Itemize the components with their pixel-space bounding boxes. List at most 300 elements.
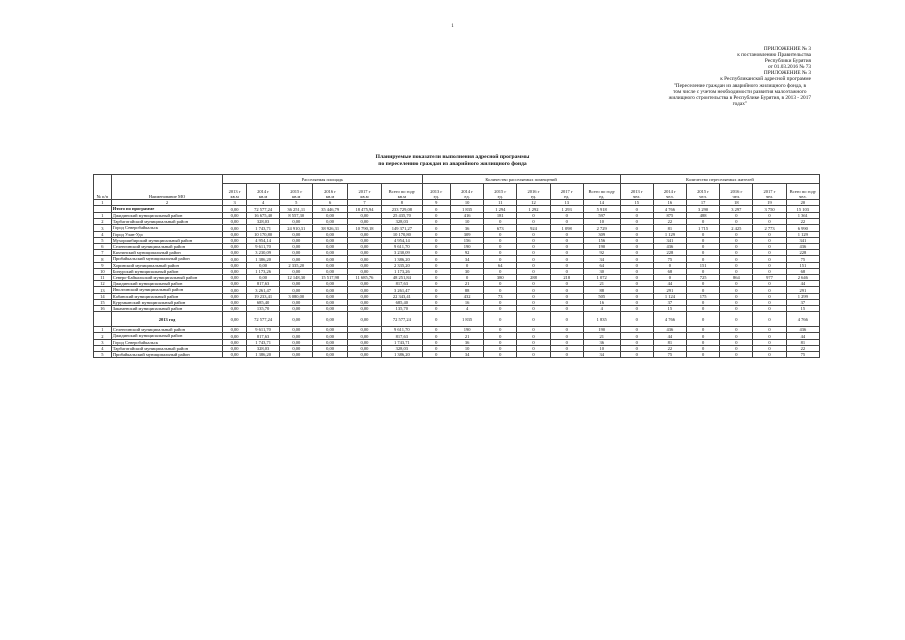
- value-cell: 0,00: [223, 256, 247, 262]
- value-cell: 0,00: [347, 219, 381, 225]
- value-cell: 0: [687, 244, 720, 250]
- value-cell: 0: [753, 244, 786, 250]
- municipality-name-cell: Северо-Байкальский муниципальный район: [111, 275, 222, 281]
- value-cell: 0,00: [223, 287, 247, 293]
- value-cell: 0: [422, 244, 450, 250]
- value-cell: 25 435,70: [382, 213, 422, 219]
- value-cell: 436: [653, 327, 686, 333]
- value-cell: 37: [786, 299, 819, 305]
- value-cell: 341: [653, 237, 686, 243]
- value-cell: 30: [583, 268, 620, 274]
- value-cell: 3 230,09: [246, 250, 279, 256]
- header-year-cell: 2017 г чел.: [753, 184, 786, 200]
- row-number-cell: 16: [94, 306, 112, 312]
- value-cell: 0: [687, 281, 720, 287]
- value-cell: 68: [786, 268, 819, 274]
- row-number-cell: [94, 206, 112, 213]
- value-cell: 0,00: [223, 306, 247, 312]
- value-cell: 0: [753, 333, 786, 339]
- value-cell: 0: [550, 219, 583, 225]
- municipality-name-cell: Закаменский муниципальный район: [111, 306, 222, 312]
- column-number-cell: 20: [786, 200, 819, 206]
- value-cell: 0: [753, 352, 786, 358]
- value-cell: 92: [450, 250, 483, 256]
- column-number-cell: 5: [280, 200, 313, 206]
- table-header: [94, 175, 820, 206]
- value-cell: 875: [653, 213, 686, 219]
- value-cell: 135,70: [382, 306, 422, 312]
- value-cell: 0: [550, 327, 583, 333]
- value-cell: 22: [653, 345, 686, 351]
- value-cell: 597: [583, 213, 620, 219]
- value-cell: 0: [753, 262, 786, 268]
- value-cell: 9 611,70: [382, 327, 422, 333]
- value-cell: 0,00: [280, 231, 313, 237]
- value-cell: 0: [422, 268, 450, 274]
- value-cell: 35 446,79: [313, 206, 347, 213]
- header-year-cell: 2015 г ед.: [484, 184, 517, 200]
- value-cell: 3 080,00: [280, 293, 313, 299]
- value-cell: 5 918: [583, 206, 620, 213]
- value-cell: 4: [583, 306, 620, 312]
- value-cell: 0: [517, 262, 550, 268]
- value-cell: 288: [517, 275, 550, 281]
- value-cell: 0,00: [313, 250, 347, 256]
- value-cell: 3 261,47: [246, 287, 279, 293]
- row-number-cell: 7: [94, 250, 112, 256]
- row-number-cell: 9: [94, 262, 112, 268]
- value-cell: 0,00: [223, 281, 247, 287]
- value-cell: 0,00: [313, 231, 347, 237]
- value-cell: 0: [720, 339, 753, 345]
- value-cell: 0: [550, 352, 583, 358]
- value-cell: 0,00: [313, 281, 347, 287]
- value-cell: 0,00: [223, 312, 247, 327]
- value-cell: 81: [786, 339, 819, 345]
- value-cell: 0: [720, 237, 753, 243]
- value-cell: 0: [687, 345, 720, 351]
- value-cell: 0: [517, 250, 550, 256]
- value-cell: 0: [422, 312, 450, 327]
- value-cell: 673: [484, 225, 517, 231]
- header-year-cell: 2017 г кв.м: [347, 184, 381, 200]
- row-number-cell: 2: [94, 333, 112, 339]
- value-cell: 0,00: [313, 287, 347, 293]
- row-number-cell: 12: [94, 281, 112, 287]
- value-cell: 291: [786, 287, 819, 293]
- value-cell: 0: [720, 352, 753, 358]
- value-cell: 228: [653, 250, 686, 256]
- value-cell: 1 072: [583, 275, 620, 281]
- value-cell: 36: [450, 225, 483, 231]
- value-cell: 0: [620, 231, 653, 237]
- value-cell: 0: [753, 339, 786, 345]
- value-cell: 436: [786, 327, 819, 333]
- value-cell: 0: [484, 231, 517, 237]
- value-cell: 0,00: [280, 250, 313, 256]
- value-cell: 1 173,26: [382, 268, 422, 274]
- value-cell: 12 148,30: [280, 275, 313, 281]
- value-cell: 0: [720, 219, 753, 225]
- value-cell: 0: [422, 262, 450, 268]
- value-cell: 0: [620, 312, 653, 327]
- value-cell: 0,00: [280, 306, 313, 312]
- value-cell: 10 170,80: [246, 231, 279, 237]
- value-cell: 0: [450, 262, 483, 268]
- value-cell: 0: [687, 327, 720, 333]
- value-cell: 0,00: [313, 312, 347, 327]
- value-cell: 0,00: [223, 333, 247, 339]
- header-year-cell: 2015 г кв.м: [280, 184, 313, 200]
- value-cell: 0,00: [280, 333, 313, 339]
- value-cell: 0,00: [347, 262, 381, 268]
- value-cell: 0,00: [280, 345, 313, 351]
- value-cell: 9 611,70: [246, 244, 279, 250]
- value-cell: 92: [583, 250, 620, 256]
- value-cell: 0: [753, 219, 786, 225]
- municipality-name-cell: Прибайкальский муниципальный район: [111, 352, 222, 358]
- value-cell: 81: [653, 339, 686, 345]
- value-cell: 0,00: [223, 225, 247, 231]
- value-cell: 0: [620, 206, 653, 213]
- value-cell: 0: [620, 345, 653, 351]
- municipality-name-cell: Бичурский муниципальный район: [111, 268, 222, 274]
- header-year-cell: 2013 г кв.м: [223, 184, 247, 200]
- value-cell: 4 766: [653, 206, 686, 213]
- value-cell: 0: [620, 299, 653, 305]
- value-cell: 0: [720, 268, 753, 274]
- value-cell: 1 835: [583, 312, 620, 327]
- value-cell: 9 611,70: [246, 327, 279, 333]
- value-cell: 11 685,76: [347, 275, 381, 281]
- value-cell: 0,00: [313, 256, 347, 262]
- row-number-cell: 13: [94, 287, 112, 293]
- value-cell: 0,00: [280, 256, 313, 262]
- value-cell: 817,63: [246, 333, 279, 339]
- value-cell: 0: [687, 299, 720, 305]
- value-cell: 1 386,20: [382, 352, 422, 358]
- row-number-cell: 10: [94, 268, 112, 274]
- table-row: [94, 352, 820, 358]
- value-cell: 15 103: [786, 206, 819, 213]
- value-cell: 0: [620, 275, 653, 281]
- value-cell: 0: [720, 327, 753, 333]
- title-line: Планируемые показатели выполнения адресной программы: [375, 154, 530, 160]
- header-group-flats: Количество расселяемых помещений: [422, 175, 620, 184]
- value-cell: 328,03: [382, 219, 422, 225]
- header-line: ПРИЛОЖЕНИЕ № 3: [763, 70, 811, 77]
- value-cell: 0: [550, 312, 583, 327]
- value-cell: 16: [583, 299, 620, 305]
- value-cell: 0,00: [280, 281, 313, 287]
- value-cell: 0,00: [313, 293, 347, 299]
- column-number-cell: 10: [450, 200, 483, 206]
- value-cell: 0: [687, 333, 720, 339]
- value-cell: 685,40: [382, 299, 422, 305]
- value-cell: 0: [550, 293, 583, 299]
- value-cell: 3 230,09: [382, 250, 422, 256]
- row-number-cell: 3: [94, 339, 112, 345]
- value-cell: 1 129: [786, 231, 819, 237]
- row-number-cell: 8: [94, 256, 112, 262]
- value-cell: 0: [753, 299, 786, 305]
- value-cell: 0: [484, 256, 517, 262]
- value-cell: 1 386,20: [246, 256, 279, 262]
- value-cell: 38 926,31: [313, 225, 347, 231]
- value-cell: 181: [484, 213, 517, 219]
- value-cell: 0,00: [223, 262, 247, 268]
- row-number-cell: 5: [94, 352, 112, 358]
- header-total-cell: Всего по году ед.: [583, 184, 620, 200]
- row-number-cell: 3: [94, 225, 112, 231]
- value-cell: 0: [753, 345, 786, 351]
- column-number-cell: 2: [111, 200, 222, 206]
- value-cell: 0,00: [313, 352, 347, 358]
- value-cell: 0: [517, 281, 550, 287]
- value-cell: 0,00: [313, 219, 347, 225]
- value-cell: 416: [450, 213, 483, 219]
- value-cell: 0: [484, 352, 517, 358]
- value-cell: 0: [753, 250, 786, 256]
- value-cell: 0: [484, 281, 517, 287]
- value-cell: 0,00: [347, 345, 381, 351]
- value-cell: 0: [422, 345, 450, 351]
- value-cell: 0: [422, 287, 450, 293]
- value-cell: 0: [550, 299, 583, 305]
- value-cell: 1 294: [484, 206, 517, 213]
- value-cell: 22 343,41: [382, 293, 422, 299]
- value-cell: 10 790,18: [347, 225, 381, 231]
- value-cell: 0: [550, 256, 583, 262]
- value-cell: 0: [484, 244, 517, 250]
- header-year-cell: 2016 г кв.м: [313, 184, 347, 200]
- value-cell: 22: [653, 219, 686, 225]
- value-cell: 0,00: [223, 268, 247, 274]
- value-cell: 0,00: [347, 256, 381, 262]
- value-cell: 15: [786, 306, 819, 312]
- value-cell: 0: [753, 237, 786, 243]
- value-cell: 0: [753, 312, 786, 327]
- value-cell: 0,00: [347, 231, 381, 237]
- document-title: [0, 154, 905, 167]
- value-cell: 190: [450, 244, 483, 250]
- value-cell: 0: [620, 306, 653, 312]
- value-cell: 0,00: [223, 275, 247, 281]
- value-cell: 0: [422, 293, 450, 299]
- value-cell: 0,00: [313, 237, 347, 243]
- value-cell: 156: [450, 237, 483, 243]
- value-cell: 1 835: [450, 206, 483, 213]
- value-cell: 0,00: [280, 352, 313, 358]
- value-cell: 0: [620, 293, 653, 299]
- value-cell: 22: [786, 345, 819, 351]
- value-cell: 73: [484, 293, 517, 299]
- row-number-cell: [94, 312, 112, 327]
- value-cell: 0,00: [347, 250, 381, 256]
- municipality-name-cell: Джидинский муниципальный район: [111, 213, 222, 219]
- municipality-name-cell: Селенгинский муниципальный район: [111, 327, 222, 333]
- value-cell: 1 386,20: [246, 352, 279, 358]
- column-number-cell: 8: [382, 200, 422, 206]
- program-total-row: [94, 206, 820, 213]
- value-cell: 0: [422, 256, 450, 262]
- header-year-cell: 2015 г чел.: [687, 184, 720, 200]
- value-cell: 0: [450, 275, 483, 281]
- value-cell: 0: [550, 333, 583, 339]
- value-cell: 0: [517, 306, 550, 312]
- value-cell: 0: [422, 299, 450, 305]
- header-line: жилищного строительства в Республике Бурятия, в 2013 - 2017: [668, 94, 811, 101]
- value-cell: 18 475,94: [347, 206, 381, 213]
- value-cell: 0: [550, 287, 583, 293]
- value-cell: 0,00: [280, 339, 313, 345]
- value-cell: 0: [484, 345, 517, 351]
- municipality-name-cell: Хоринский муниципальный район: [111, 262, 222, 268]
- value-cell: 2 773: [753, 225, 786, 231]
- value-cell: 0: [687, 352, 720, 358]
- value-cell: 309: [450, 231, 483, 237]
- header-line: ПРИЛОЖЕНИЕ № 3: [763, 46, 811, 52]
- header-line: к постановлению Правительства: [737, 52, 811, 59]
- value-cell: 156: [583, 237, 620, 243]
- value-cell: 0,00: [223, 345, 247, 351]
- value-cell: 0: [517, 345, 550, 351]
- value-cell: 0: [720, 262, 753, 268]
- municipality-name-cell: Кяхтинский муниципальный район: [111, 250, 222, 256]
- municipality-name-cell: Джидинский муниципальный район: [111, 333, 222, 339]
- value-cell: 328,03: [246, 219, 279, 225]
- header-year-cell: 2014 г кв.м: [246, 184, 279, 200]
- value-cell: 0,00: [313, 262, 347, 268]
- column-number-cell: 4: [246, 200, 279, 206]
- value-cell: 0,00: [223, 327, 247, 333]
- value-cell: 2 335,20: [280, 262, 313, 268]
- value-cell: 1 293: [550, 206, 583, 213]
- value-cell: 0: [620, 225, 653, 231]
- value-cell: 0: [687, 219, 720, 225]
- column-number-cell: 17: [687, 200, 720, 206]
- value-cell: 1 361: [786, 213, 819, 219]
- approval-header: [669, 46, 811, 107]
- value-cell: 0: [720, 256, 753, 262]
- value-cell: 175: [687, 293, 720, 299]
- value-cell: 0: [687, 287, 720, 293]
- value-cell: 0: [422, 231, 450, 237]
- column-number-cell: 13: [550, 200, 583, 206]
- value-cell: 10 170,80: [382, 231, 422, 237]
- value-cell: 0,00: [347, 293, 381, 299]
- value-cell: 0,00: [347, 213, 381, 219]
- value-cell: 64: [583, 262, 620, 268]
- value-cell: 0,00: [280, 237, 313, 243]
- value-cell: 149 371,27: [382, 225, 422, 231]
- value-cell: 0: [687, 231, 720, 237]
- value-cell: 8 557,30: [280, 213, 313, 219]
- value-cell: 0: [517, 237, 550, 243]
- value-cell: 0: [720, 231, 753, 237]
- value-cell: 15: [653, 306, 686, 312]
- value-cell: 0: [517, 231, 550, 237]
- column-number-cell: 1: [94, 200, 112, 206]
- value-cell: 0: [687, 250, 720, 256]
- value-cell: 0: [550, 339, 583, 345]
- header-line: том числе с учетом необходимости развития малоэтажного: [673, 88, 807, 95]
- row-number-cell: 5: [94, 237, 112, 243]
- value-cell: 0,00: [347, 339, 381, 345]
- value-cell: 0: [753, 231, 786, 237]
- value-cell: 0,00: [223, 213, 247, 219]
- municipality-name-cell: Иволгинский муниципальный район: [111, 287, 222, 293]
- value-cell: 1 715: [687, 225, 720, 231]
- header-year-cell: 2014 г ед.: [450, 184, 483, 200]
- value-cell: 0: [484, 287, 517, 293]
- value-cell: 0,00: [313, 299, 347, 305]
- municipality-name-cell: Мухоршибирский муниципальный район: [111, 237, 222, 243]
- value-cell: 0: [517, 327, 550, 333]
- value-cell: 0: [620, 244, 653, 250]
- value-cell: 0,00: [347, 287, 381, 293]
- value-cell: 10: [450, 345, 483, 351]
- title-line: по переселению граждан из аварийного жилищного фонда: [378, 160, 527, 167]
- value-cell: 0,00: [223, 219, 247, 225]
- page-number: 1: [451, 24, 454, 29]
- row-number-cell: 2: [94, 219, 112, 225]
- value-cell: 0: [753, 281, 786, 287]
- column-number-cell: 7: [347, 200, 381, 206]
- value-cell: 0,00: [223, 206, 247, 213]
- value-cell: 0: [720, 345, 753, 351]
- value-cell: 0: [550, 345, 583, 351]
- value-cell: 22: [786, 219, 819, 225]
- value-cell: 16: [450, 299, 483, 305]
- header-year-cell: 2016 г чел.: [720, 184, 753, 200]
- value-cell: 0: [687, 268, 720, 274]
- value-cell: 64: [484, 262, 517, 268]
- value-cell: 75: [653, 256, 686, 262]
- value-cell: 864: [720, 275, 753, 281]
- value-cell: 0: [422, 281, 450, 287]
- value-cell: 0: [753, 306, 786, 312]
- value-cell: 0: [517, 299, 550, 305]
- row-number-cell: 1: [94, 327, 112, 333]
- municipality-name-cell: Прибайкальский муниципальный район: [111, 256, 222, 262]
- value-cell: 0: [620, 287, 653, 293]
- value-cell: 0: [550, 213, 583, 219]
- value-cell: 0: [422, 237, 450, 243]
- value-cell: 0: [720, 333, 753, 339]
- value-cell: 977: [753, 275, 786, 281]
- value-cell: 817,63: [382, 281, 422, 287]
- value-cell: 0,00: [313, 268, 347, 274]
- value-cell: 0,00: [313, 213, 347, 219]
- header-line: "Переселение граждан из аварийного жилищного фонда, в: [673, 82, 807, 89]
- value-cell: 0: [422, 250, 450, 256]
- value-cell: 0: [687, 339, 720, 345]
- value-cell: 34: [583, 352, 620, 358]
- value-cell: 0,00: [347, 244, 381, 250]
- value-cell: 1 129: [653, 231, 686, 237]
- value-cell: 190: [450, 327, 483, 333]
- value-cell: 0: [720, 293, 753, 299]
- value-cell: 0: [517, 268, 550, 274]
- value-cell: 3 297: [720, 206, 753, 213]
- value-cell: 44: [653, 281, 686, 287]
- value-cell: 0: [550, 306, 583, 312]
- indicators-table: [93, 174, 820, 358]
- value-cell: 0: [484, 339, 517, 345]
- row-number-cell: 6: [94, 244, 112, 250]
- value-cell: 0: [422, 306, 450, 312]
